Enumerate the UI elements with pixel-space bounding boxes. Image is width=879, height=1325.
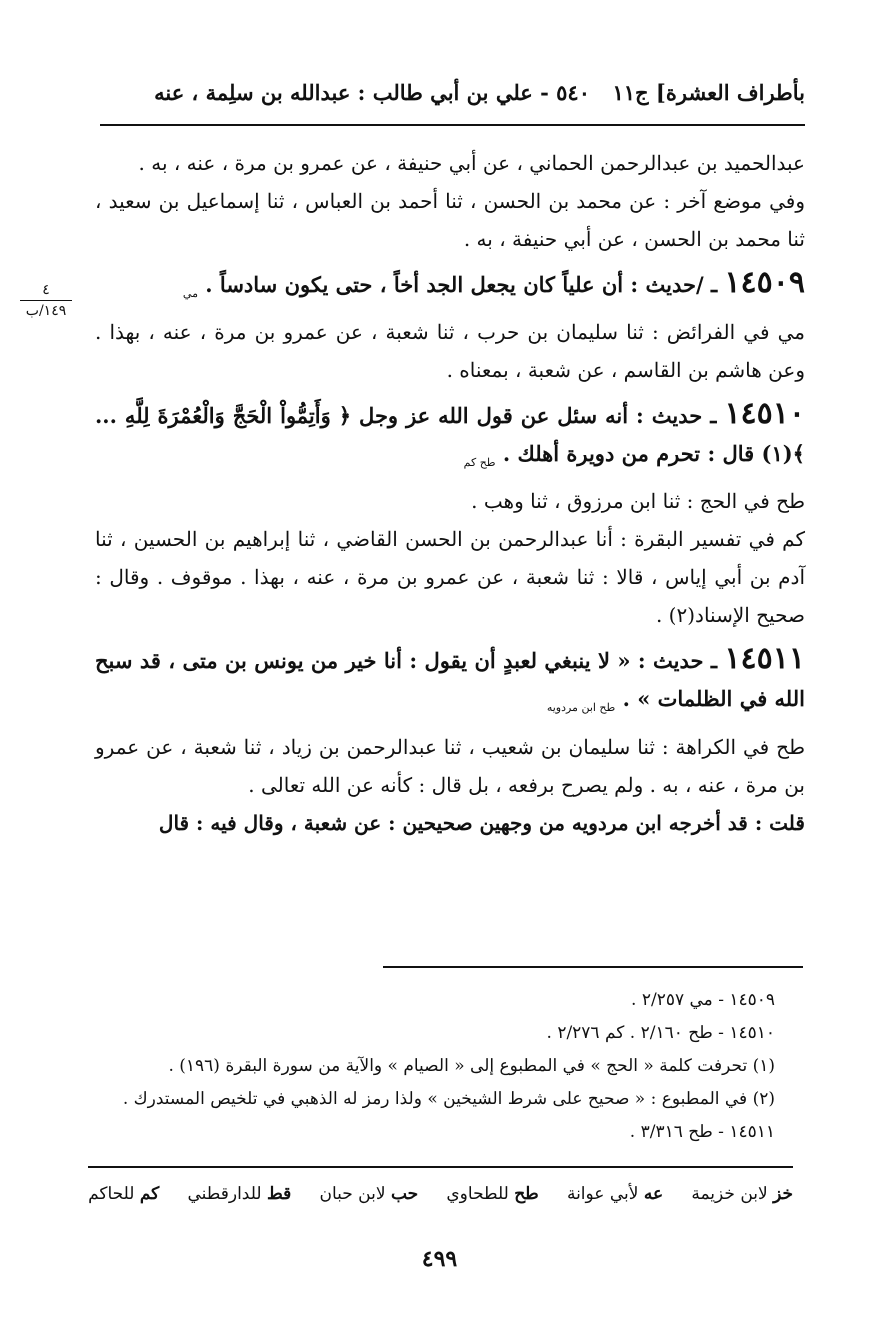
footnote: (١) تحرفت كلمة « الحج » في المطبوع إلى « الصيام » والآية من سورة البقرة (١٩٦) . [168, 1056, 775, 1076]
hadith-number: ١٤٥١١ [724, 641, 805, 677]
source-paragraph: طح في الكراهة : ثنا سليمان بن شعيب ، ثنا عبدالرحمن بن زياد ، ثنا شعبة ، عن عمرو بن مرة ، عنه ، به . ولم يصرح برفعه ، بل قال : كأنه عن الله تعالى . [95, 734, 805, 797]
hadith-entry [95, 640, 805, 727]
hadith-text: حديث : أن علياً كان يجعل الجد أخاً ، حتى يكون سادساً . [205, 272, 696, 297]
hadith-separator: ـ [702, 403, 725, 429]
header-rule [100, 124, 805, 126]
hadith-text: حديث : « لا ينبغي لعبدٍ أن يقول : أنا خير من يونس بن متى ، قد سبح الله في الظلمات » . [95, 648, 805, 712]
hadith-entry [95, 264, 805, 313]
source-symbol: مي [182, 287, 198, 301]
footnote: ١٤٥٠٩ - مي ٢/٢٥٧ . [631, 990, 775, 1010]
folio-number: ٤ [20, 282, 72, 301]
abbreviation-item: خز لابن خزيمة [691, 1184, 793, 1204]
footnote-rule [383, 966, 803, 968]
folio-side: ١٤٩/ب [25, 303, 67, 319]
hadith-number: ١٤٥٠٩ [724, 265, 805, 300]
source-symbol: طح ابن مردويه [546, 701, 616, 715]
text-paragraph: وفي موضع آخر : عن محمد بن الحسن ، ثنا أحمد بن العباس ، ثنا إسماعيل بن سعيد ، ثنا محمد بن الحسن ، عن أبي حنيفة ، به . [95, 189, 805, 251]
source-paragraph: مي في الفرائض : ثنا سليمان بن حرب ، ثنا شعبة ، عن عمرو بن مرة ، عنه ، بهذا . وعن هاشم بن القاسم ، عن شعبة ، بمعناه . [95, 320, 805, 383]
abbreviation-item: عه لأبي عوانة [566, 1184, 664, 1204]
editor-note: قلت : قد أخرجه ابن مردويه من وجهين صحيحين : عن شعبة ، وقال فيه : قال [158, 810, 805, 835]
footnote: ١٤٥١١ - طح ٣/٣١٦ . [629, 1122, 775, 1142]
source-paragraph: طح في الحج : ثنا ابن مرزوق ، ثنا وهب . [471, 489, 805, 514]
hadith-separator: ـ [703, 648, 725, 674]
hadith-text: حديث : أنه سئل عن قول الله عز وجل ﴿ وَأَتِمُّواْ الْحَجَّ وَالْعُمْرَةَ لِلَّهِ ... ﴾(١) قال : تحرم من دويرة أهلك . [95, 403, 805, 467]
footnote: (٢) في المطبوع : « صحيح على شرط الشيخين » ولذا رمز له الذهبي في تلخيص المستدرك . [122, 1089, 775, 1109]
running-header [100, 80, 805, 116]
abbreviation-rule [88, 1166, 793, 1168]
main-text [95, 144, 805, 842]
hadith-separator: ـ / [695, 272, 725, 297]
abbreviation-item: طح للطحاوي [446, 1184, 539, 1204]
book-title: بأطراف العشرة] ج١١ [612, 80, 805, 105]
source-paragraph: كم في تفسير البقرة : أنا عبدالرحمن بن الحسن القاضي ، ثنا إبراهيم بن الحسين ، ثنا آدم بن أبي إياس ، قالا : ثنا شعبة ، عن عمرو بن مرة ، عنه ، بهذا . موقوف . وقال : صحيح الإسناد(٢) . [95, 527, 805, 628]
section-title: ٥٤٠ - علي بن أبي طالب : عبدالله بن سلِمة ، عنه [154, 80, 590, 105]
source-symbol: طح كم [463, 456, 496, 470]
abbreviation-item: قط للدارقطني [187, 1184, 292, 1204]
abbreviation-key [88, 1184, 793, 1204]
page-number: ٤٩٩ [421, 1246, 458, 1272]
footnotes [95, 984, 775, 1149]
hadith-number: ١٤٥١٠ [724, 396, 806, 432]
footnote: ١٤٥١٠ - طح ٢/١٦٠ . كم ٢/٢٧٦ . [546, 1023, 775, 1043]
abbreviation-item: حب لابن حبان [319, 1184, 419, 1204]
hadith-entry [95, 395, 805, 482]
manuscript-folio-note [20, 282, 72, 319]
abbreviation-item: كم للحاكم [88, 1184, 160, 1204]
text-paragraph: عبدالحميد بن عبدالرحمن الحماني ، عن أبي حنيفة ، عن عمرو بن مرة ، عنه ، به . [138, 151, 805, 175]
